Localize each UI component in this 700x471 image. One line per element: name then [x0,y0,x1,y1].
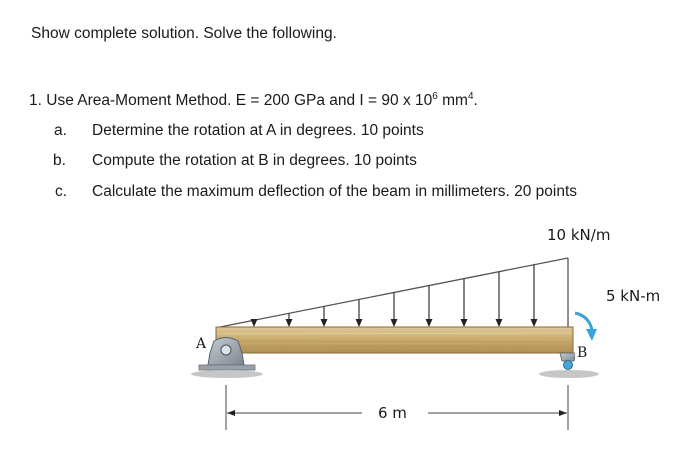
moment-b [575,313,597,341]
instruction-text: Show complete solution. Solve the following. [31,25,337,42]
moment-arc [575,313,592,330]
load-arrows [251,265,538,327]
load-arrowhead-3 [321,319,328,327]
load-arrowhead-1 [251,319,258,327]
exponent-four: 4 [467,91,474,102]
ground-a [191,370,263,378]
span-dimension [226,385,568,430]
load-arrowhead-9 [531,319,538,327]
item-c-letter: c. [55,183,68,200]
ground-b [539,370,599,378]
load-arrowhead-6 [426,319,433,327]
load-arrowhead-8 [496,319,503,327]
item-b-letter: b. [53,152,66,169]
moment-arrowhead [586,329,597,341]
load-arrowhead-2 [286,319,293,327]
problem-number: 1. [29,92,42,109]
item-b-text: Compute the rotation at B in degrees. 10 points [92,152,417,169]
roller-bracket [560,353,576,361]
problem-unit: mm [437,92,468,109]
problem-end: . [473,92,478,109]
label-a: A [196,336,207,352]
moment-label: 5 kN-m [606,287,661,305]
span-label: 6 m [378,404,407,422]
load-arrowhead-4 [356,319,363,327]
exponent-six: 6 [432,91,438,102]
roller [564,361,573,370]
distributed-load [220,258,568,327]
load-arrowhead-7 [461,319,468,327]
load-arrowhead-5 [391,319,398,327]
label-b: B [577,345,588,361]
load-intensity-label: 10 kN/m [547,226,611,244]
item-a-text: Determine the rotation at A in degrees. 10 points [92,122,424,139]
pin-base-plate [199,365,255,370]
beam [216,327,573,353]
item-a-letter: a. [54,122,67,139]
beam-body [216,327,573,353]
problem-lead: Use Area-Moment Method. E = 200 GPa and I = 90 x 10 [46,92,433,109]
pin [221,345,231,355]
item-c-text: Calculate the maximum deflection of the beam in millimeters. 20 points [92,183,578,200]
